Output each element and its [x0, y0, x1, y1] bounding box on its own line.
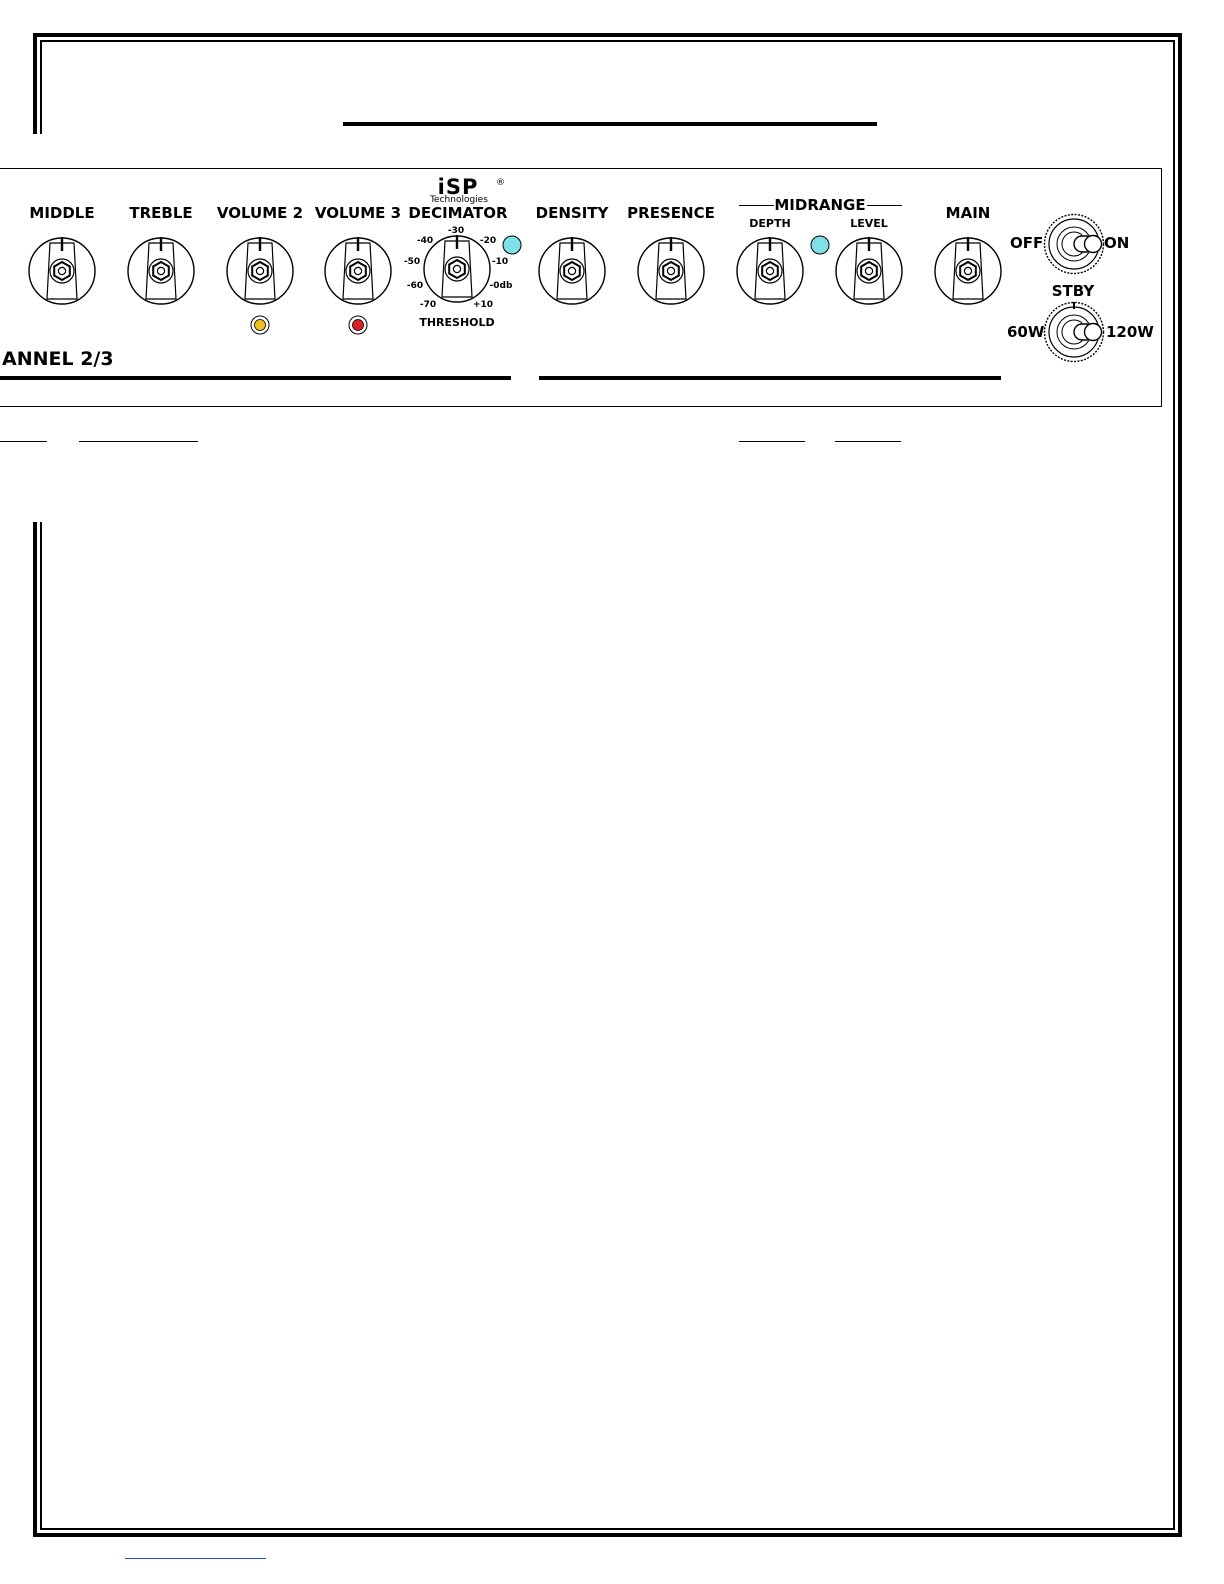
power-on-label: ON: [1104, 234, 1130, 252]
middle-knob[interactable]: [28, 237, 96, 305]
threshold-mark: -10: [491, 257, 509, 267]
volume3-label: VOLUME 3: [314, 204, 402, 222]
underline-mark: [0, 441, 47, 442]
threshold-mark: -40: [416, 236, 434, 246]
decimator-knob[interactable]: [423, 235, 491, 303]
threshold-mark: +10: [472, 300, 494, 310]
threshold-mark: -30: [447, 226, 465, 236]
power-off-label: OFF: [1010, 234, 1044, 252]
volume2-knob[interactable]: [226, 237, 294, 305]
density-label: DENSITY: [535, 204, 609, 222]
underline-mark: [739, 441, 805, 442]
presence-knob[interactable]: [637, 237, 705, 305]
volume3-knob[interactable]: [324, 237, 392, 305]
channel-rule: [0, 376, 511, 380]
logo-subtitle: Technologies: [430, 195, 488, 205]
threshold-mark: -20: [479, 236, 497, 246]
underline-mark: [835, 441, 901, 442]
isp-logo: iSP: [437, 175, 479, 199]
low-power-label: 60W: [1007, 323, 1045, 341]
presence-label: PRESENCE: [627, 204, 715, 222]
threshold-mark: -70: [419, 300, 437, 310]
registered-mark: ®: [496, 178, 505, 188]
threshold-mark: -50: [403, 257, 421, 267]
midrange-rule-left: [739, 205, 774, 206]
midrange-rule-right: [867, 205, 902, 206]
high-power-label: 120W: [1106, 323, 1154, 341]
title-rule: [343, 122, 877, 126]
section-label: ANNEL 2/3: [2, 348, 114, 370]
density-knob[interactable]: [538, 237, 606, 305]
level-knob[interactable]: [835, 237, 903, 305]
treble-label: TREBLE: [129, 204, 193, 222]
volume2-label: VOLUME 2: [216, 204, 304, 222]
treble-knob[interactable]: [127, 237, 195, 305]
depth-knob[interactable]: [736, 237, 804, 305]
link-underline[interactable]: [125, 1558, 266, 1559]
standby-toggle-switch[interactable]: [1043, 301, 1105, 363]
level-label: LEVEL: [850, 217, 888, 230]
power-toggle-switch[interactable]: [1043, 213, 1105, 275]
main-knob[interactable]: [934, 237, 1002, 305]
master-rule: [539, 376, 1001, 380]
volume2-led: [250, 315, 270, 335]
depth-label: DEPTH: [749, 217, 791, 230]
standby-label: STBY: [1051, 282, 1095, 300]
threshold-mark: -0db: [489, 281, 513, 291]
threshold-mark: -60: [406, 281, 424, 291]
decimator-label: DECIMATOR: [408, 204, 508, 222]
midrange-label: MIDRANGE: [774, 196, 866, 214]
threshold-label: THRESHOLD: [419, 316, 495, 329]
underline-mark: [79, 441, 198, 442]
middle-label: MIDDLE: [29, 204, 95, 222]
volume3-led: [348, 315, 368, 335]
decimator-led: [502, 235, 522, 255]
main-label: MAIN: [945, 204, 991, 222]
midrange-led: [810, 235, 830, 255]
